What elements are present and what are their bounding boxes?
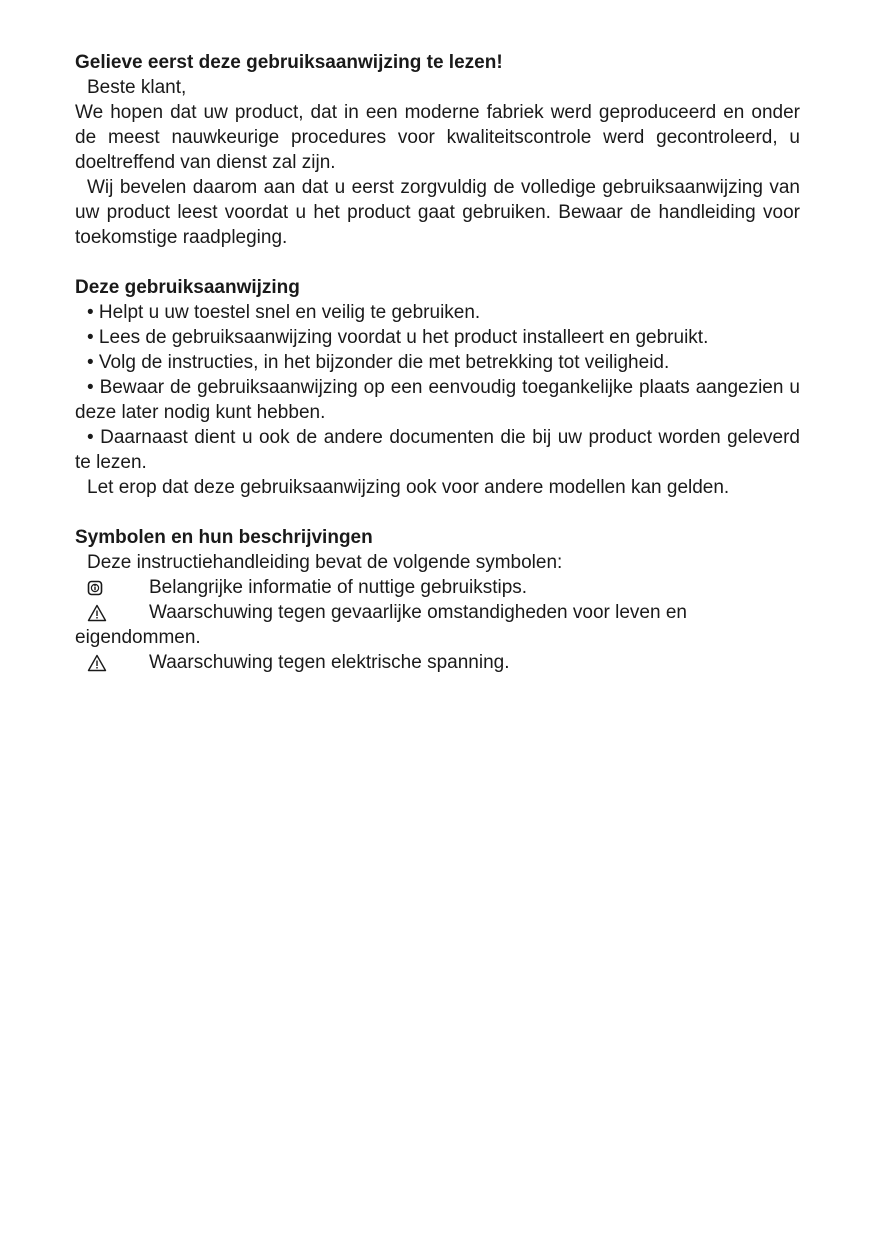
info-icon [75, 575, 149, 600]
greeting: Beste klant, [87, 77, 187, 98]
manual-bullet: • Daarnaast dient u ook de andere documenten die bij uw product worden geleverd te lezen. [75, 427, 800, 473]
manual-bullet: • Bewaar de gebruiksaanwijzing op een eenvoudig toegankelijke plaats aangezien u deze later nodig kunt hebben. [75, 377, 800, 423]
symbol-row-electric [75, 650, 800, 675]
symbol-description: Waarschuwing tegen elektrische spanning. [149, 652, 510, 673]
symbol-row-info [75, 575, 800, 600]
spacer [75, 500, 800, 525]
intro-heading: Gelieve eerst deze gebruiksaanwijzing te lezen! [75, 52, 503, 73]
warning-triangle-icon [75, 650, 149, 675]
document-page [75, 50, 800, 675]
symbol-description: Waarschuwing tegen gevaarlijke omstandigheden voor leven en [149, 602, 687, 623]
symbol-row-warning [75, 600, 800, 625]
manual-heading: Deze gebruiksaanwijzing [75, 277, 300, 298]
intro-paragraph-1: We hopen dat uw product, dat in een moderne fabriek werd geproduceerd en onder de meest nauwkeurige procedures voor kwaliteitscontrole werd gecontroleerd, u doeltreffend van dienst zal zijn. [75, 102, 800, 173]
manual-bullet: • Lees de gebruiksaanwijzing voordat u het product installeert en gebruikt. [87, 327, 709, 348]
manual-note: Let erop dat deze gebruiksaanwijzing ook voor andere modellen kan gelden. [87, 477, 730, 498]
manual-bullet: • Helpt u uw toestel snel en veilig te gebruiken. [87, 302, 481, 323]
manual-bullet: • Volg de instructies, in het bijzonder die met betrekking tot veiligheid. [87, 352, 670, 373]
symbols-heading: Symbolen en hun beschrijvingen [75, 527, 373, 548]
symbol-description: Belangrijke informatie of nuttige gebruikstips. [149, 577, 528, 598]
symbol-description-continuation: eigendommen. [75, 627, 201, 648]
symbols-intro: Deze instructiehandleiding bevat de volgende symbolen: [87, 552, 563, 573]
warning-triangle-icon [75, 600, 149, 625]
spacer [75, 250, 800, 275]
intro-paragraph-2: Wij bevelen daarom aan dat u eerst zorgvuldig de volledige gebruiksaanwijzing van uw product leest voordat u het product gaat gebruiken. Bewaar de handleiding voor toekomstige raadpleging. [75, 177, 800, 248]
